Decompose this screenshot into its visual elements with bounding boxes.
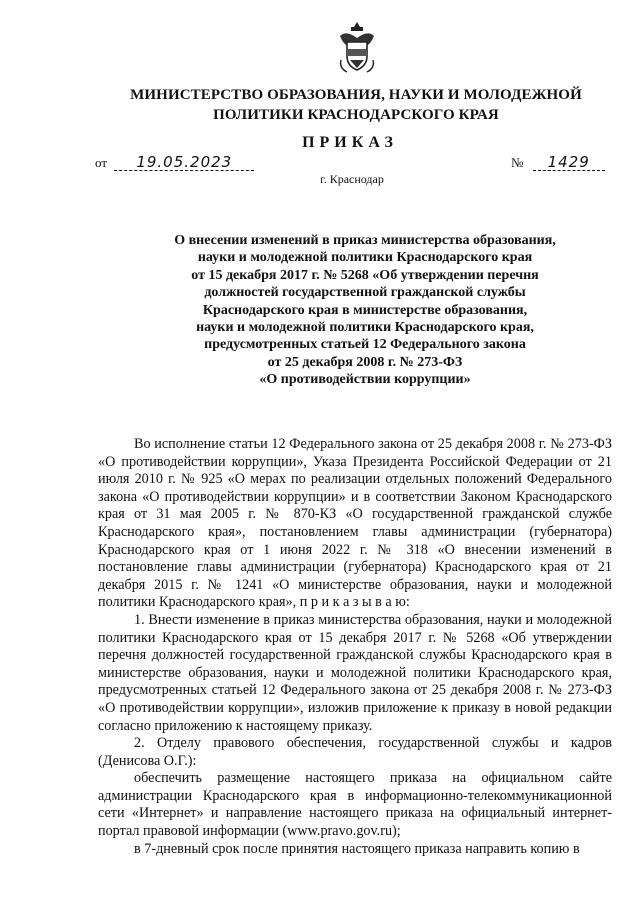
item-1-paragraph: 1. Внести изменение в приказ министерства образования, науки и молодежной политики Краснодарского края от 15 декабря 2017 г. № 5268 «Об утверждении перечня должностей государственной гражданской службы Краснодарского края в министерстве образования, науки и молодежной политики Краснодарского края, предусмотренных статьей 12 Федерального закона от 25 декабря 2008 г. № 273-ФЗ «О противодействии коррупции», изложив приложение к приказу в новой редакции согласно приложению к настоящему приказу. (98, 611, 612, 734)
item-2-paragraph: 2. Отделу правового обеспечения, государственной службы и кадров (Денисова О.Г.): (98, 735, 612, 769)
subject-line: «О противодействии коррупции» (259, 372, 471, 388)
subject-line: должностей государственной гражданской службы (204, 285, 526, 301)
subject-line: науки и молодежной политики Краснодарского края, (196, 320, 534, 336)
date-value: 19.05.2023 (114, 154, 254, 171)
document-subject (130, 232, 600, 389)
item-2b-paragraph: в 7-дневный срок после принятия настоящего приказа направить копию в (134, 840, 580, 857)
subject-line: Краснодарского края в министерстве образования, (202, 302, 528, 318)
date-row (95, 154, 254, 171)
number-row (511, 154, 605, 171)
ministry-line-2: ПОЛИТИКИ КРАСНОДАРСКОГО КРАЯ (213, 107, 499, 123)
preamble-paragraph: Во исполнение статьи 12 Федерального закона от 25 декабря 2008 г. № 273-ФЗ «О противодействии коррупции», Указа Президента Российской Федерации от 21 июля 2010 г. № 925 «О мерах по реализации отдельных положений Федерального закона «О противодействии коррупции» и в соответствии Законом Краснодарского края от 31 мая 2005 г. № 870-КЗ «О государственной гражданской службе Краснодарского края», постановлением главы администрации (губернатора) Краснодарского края от 1 июня 2022 г. № 318 «О внесении изменений в постановление главы администрации (губернатора) Краснодарского края от 21 декабря 2015 г. № 1241 «О министерстве образования, науки и молодежной политики Краснодарского края», п р и к а з ы в а ю: (98, 436, 612, 611)
subject-line: от 25 декабря 2008 г. № 273-ФЗ (267, 354, 463, 370)
subject-line: предусмотренных статьей 12 Федерального закона (204, 337, 526, 353)
coat-of-arms-icon (336, 20, 378, 76)
ministry-name (96, 85, 616, 125)
ministry-line-1: МИНИСТЕРСТВО ОБРАЗОВАНИЯ, НАУКИ И МОЛОДЕЖНОЙ (130, 87, 582, 103)
item-2a-paragraph: обеспечить размещение настоящего приказа на официальном сайте администрации Краснодарского края в информационно-телекоммуникационной сети «Интернет» и направление настоящего приказа на официальный интернет-портал правовой информации (www.pravo.gov.ru); (98, 770, 612, 840)
city-line: г. Краснодар (320, 172, 384, 186)
document-body (98, 436, 612, 858)
subject-line: науки и молодежной политики Краснодарского края (197, 250, 533, 266)
number-label: № (511, 155, 524, 170)
number-value: 1429 (533, 154, 605, 171)
date-label: от (95, 155, 108, 170)
document-type-title: ПРИКАЗ (302, 134, 398, 151)
subject-line: от 15 декабря 2017 г. № 5268 «Об утверждении перечня (191, 267, 539, 283)
subject-line: О внесении изменений в приказ министерства образования, (174, 233, 556, 248)
